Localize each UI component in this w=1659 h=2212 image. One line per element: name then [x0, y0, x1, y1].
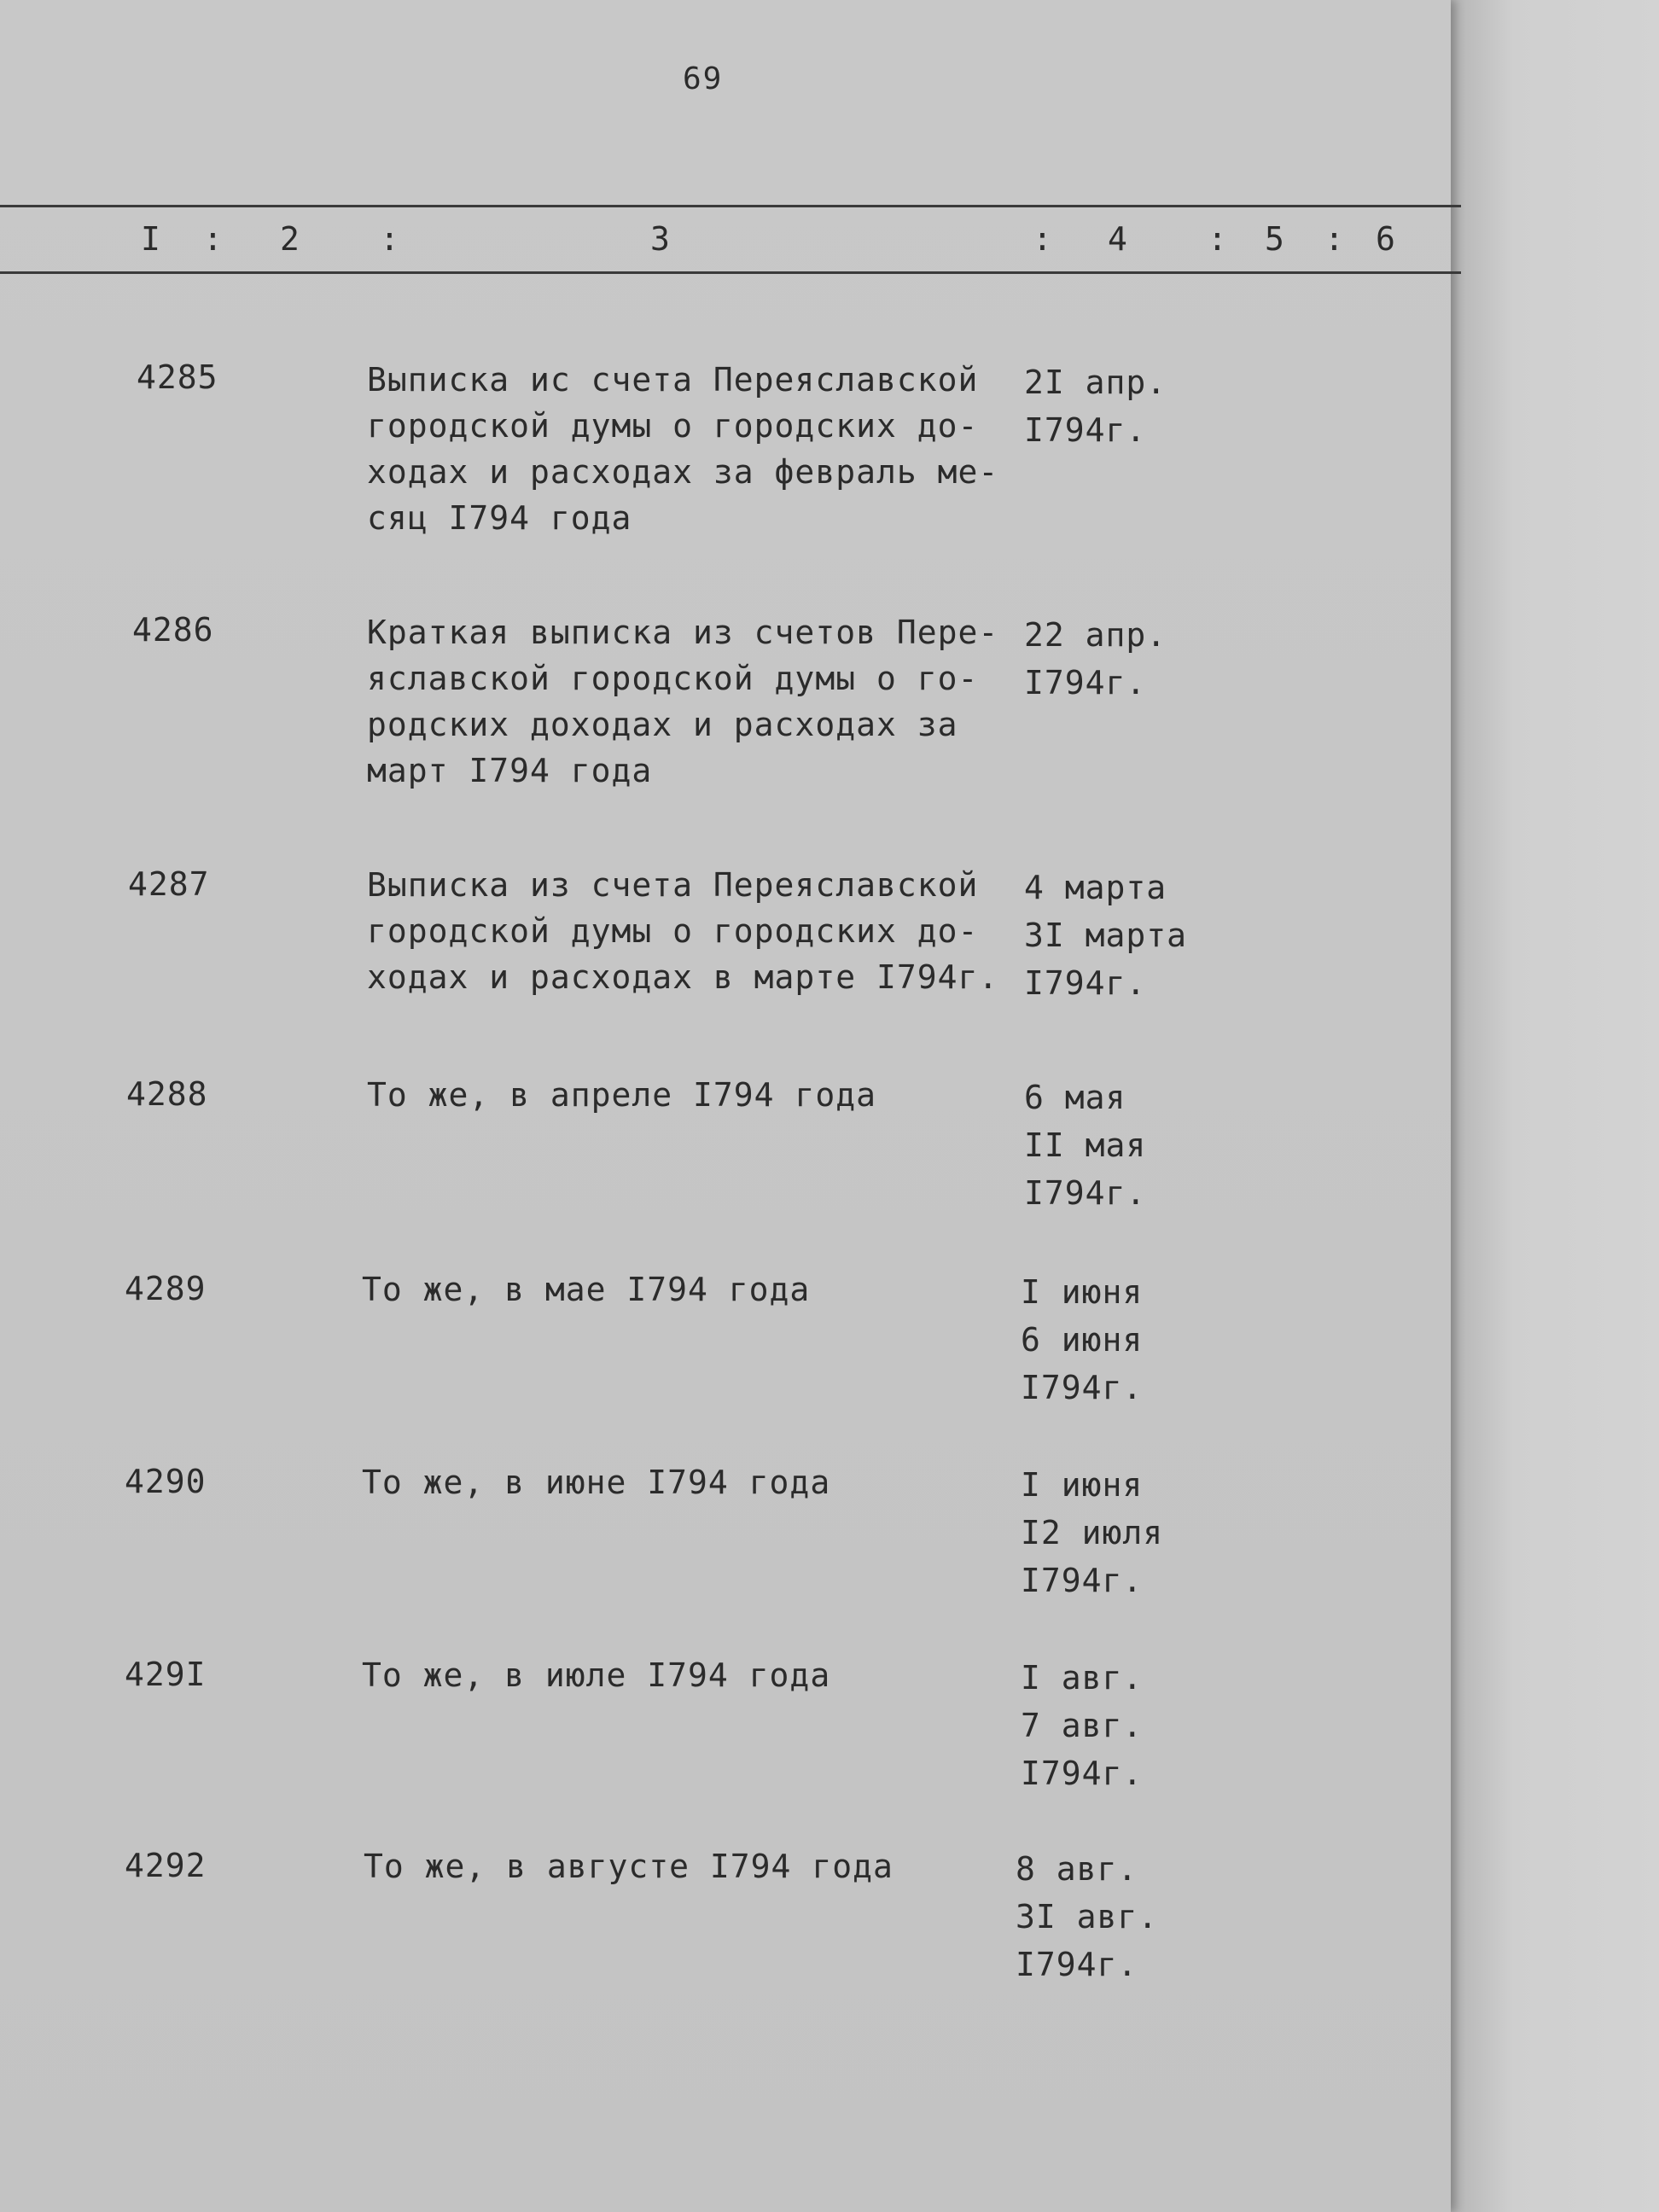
entry-number: 4290: [125, 1463, 207, 1500]
entry-number: 4292: [125, 1847, 207, 1884]
description-line: сяц I794 года: [367, 499, 632, 537]
entry-date: [1024, 864, 1229, 1007]
entry-description: [367, 357, 1016, 541]
entry-number: 4289: [125, 1270, 207, 1307]
description-line: То же, в мае I794 года: [362, 1271, 811, 1308]
entry-date: [1024, 358, 1229, 454]
date-line: I794г.: [1016, 1946, 1138, 1983]
description-line: То же, в августе I794 года: [364, 1848, 894, 1885]
entry-number: 4286: [132, 611, 214, 649]
description-line: ходах и расходах в марте I794г.: [367, 958, 999, 996]
date-line: I794г.: [1024, 664, 1147, 701]
description-line: То же, в июле I794 года: [362, 1656, 831, 1694]
date-line: I2 июля: [1021, 1514, 1164, 1551]
date-line: I794г.: [1024, 964, 1147, 1002]
description-line: яславской городской думы о го-: [367, 660, 979, 697]
underlying-sheet: [1451, 0, 1659, 2212]
description-line: То же, в апреле I794 года: [367, 1076, 876, 1114]
date-line: I794г.: [1024, 411, 1147, 449]
header-rule-bottom: [0, 271, 1461, 274]
column-header-5: 5: [1265, 220, 1286, 258]
date-line: 4 марта: [1024, 869, 1167, 906]
date-line: 3I авг.: [1016, 1898, 1159, 1936]
entry-description: [364, 1843, 1012, 1889]
column-header-separator: :: [1324, 220, 1346, 258]
date-line: 22 апр.: [1024, 616, 1167, 654]
entry-number: 4285: [137, 358, 218, 396]
entry-date: [1024, 1074, 1229, 1217]
date-line: 6 мая: [1024, 1079, 1126, 1116]
column-header-separator: :: [1033, 220, 1054, 258]
date-line: I794г.: [1021, 1755, 1144, 1792]
column-header-separator: :: [1208, 220, 1229, 258]
date-line: 3I марта: [1024, 917, 1188, 954]
description-line: Выписка ис счета Переяславской: [367, 361, 979, 399]
entry-description: [367, 609, 1016, 794]
header-rule-top: [0, 205, 1461, 207]
entry-description: [362, 1459, 1010, 1505]
entry-description: [367, 1072, 1016, 1118]
entry-date: [1016, 1845, 1220, 1988]
entry-description: [362, 1652, 1010, 1698]
description-line: городской думы о городских до-: [367, 912, 979, 950]
description-line: ходах и расходах за февраль ме-: [367, 453, 999, 491]
entry-description: [367, 862, 1016, 1000]
description-line: городской думы о городских до-: [367, 407, 979, 445]
entry-number: 429I: [125, 1656, 207, 1693]
entry-number: 4287: [128, 865, 210, 903]
column-header-2: 2: [280, 220, 301, 258]
column-header-1: I: [141, 220, 162, 258]
entry-date: [1021, 1654, 1225, 1797]
date-line: II мая: [1024, 1126, 1147, 1164]
description-line: Краткая выписка из счетов Пере-: [367, 614, 999, 651]
date-line: 6 июня: [1021, 1321, 1144, 1359]
page-number: 69: [683, 61, 724, 96]
column-header-6: 6: [1376, 220, 1397, 258]
date-line: 2I апр.: [1024, 364, 1167, 401]
column-header-4: 4: [1108, 220, 1129, 258]
date-line: I июня: [1021, 1466, 1144, 1504]
entry-date: [1024, 611, 1229, 707]
column-header-3: 3: [650, 220, 672, 258]
date-line: I авг.: [1021, 1659, 1144, 1697]
entry-date: [1021, 1461, 1225, 1604]
date-line: I794г.: [1021, 1562, 1144, 1599]
column-header-separator: :: [203, 220, 224, 258]
entry-date: [1021, 1268, 1225, 1412]
description-line: Выписка из счета Переяславской: [367, 866, 979, 904]
date-line: 8 авг.: [1016, 1850, 1138, 1888]
date-line: I794г.: [1024, 1174, 1147, 1212]
column-header-separator: :: [380, 220, 401, 258]
date-line: I794г.: [1021, 1369, 1144, 1406]
description-line: март I794 года: [367, 752, 653, 789]
date-line: I июня: [1021, 1273, 1144, 1311]
description-line: родских доходах и расходах за: [367, 706, 958, 743]
entry-number: 4288: [126, 1075, 208, 1113]
description-line: То же, в июне I794 года: [362, 1464, 831, 1501]
entry-description: [362, 1266, 1010, 1313]
date-line: 7 авг.: [1021, 1707, 1144, 1744]
